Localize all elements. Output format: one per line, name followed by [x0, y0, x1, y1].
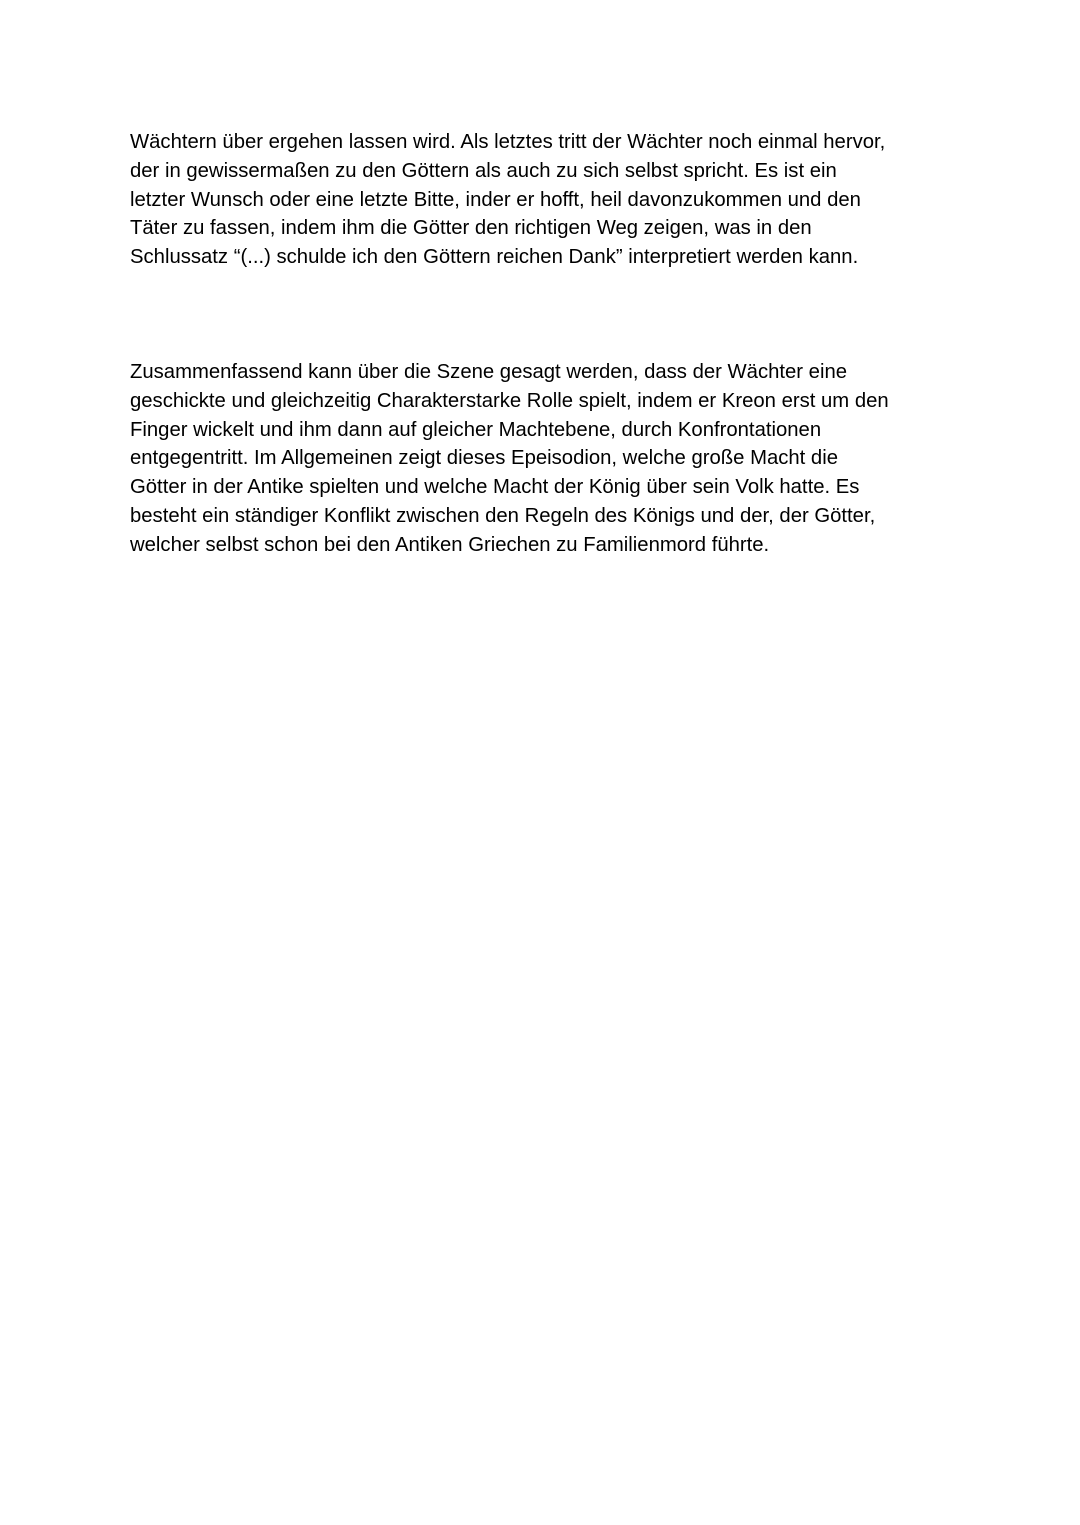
- paragraph-line: welcher selbst schon bei den Antiken Griechen zu Familienmord führte.: [130, 533, 770, 556]
- paragraph-line: entgegentritt. Im Allgemeinen zeigt dieses Epeisodion, welche große Macht die: [130, 447, 838, 470]
- paragraph-line: Schlussatz “(...) schulde ich den Göttern reichen Dank” interpretiert werden kann.: [130, 246, 859, 269]
- paragraph-line: der in gewissermaßen zu den Göttern als auch zu sich selbst spricht. Es ist ein: [130, 159, 837, 182]
- paragraph-line: letzter Wunsch oder eine letzte Bitte, inder er hofft, heil davonzukommen und den: [130, 188, 861, 211]
- paragraph-line: geschickte und gleichzeitig Charakterstarke Rolle spielt, indem er Kreon erst um den: [130, 389, 889, 412]
- paragraph-conclusion-of-scene: [130, 128, 960, 272]
- document-body: [130, 128, 960, 560]
- paragraph-summary: [130, 358, 960, 560]
- paragraph-line: besteht ein ständiger Konflikt zwischen den Regeln des Königs und der, der Götter,: [130, 504, 876, 527]
- paragraph-line: Finger wickelt und ihm dann auf gleicher Machtebene, durch Konfrontationen: [130, 418, 822, 441]
- paragraph-line: Wächtern über ergehen lassen wird. Als letztes tritt der Wächter noch einmal hervor,: [130, 131, 886, 153]
- paragraph-line: Zusammenfassend kann über die Szene gesagt werden, dass der Wächter eine: [130, 360, 848, 383]
- paragraph-line: Täter zu fassen, indem ihm die Götter den richtigen Weg zeigen, was in den: [130, 217, 812, 240]
- paragraph-line: Götter in der Antike spielten und welche Macht der König über sein Volk hatte. Es: [130, 476, 860, 499]
